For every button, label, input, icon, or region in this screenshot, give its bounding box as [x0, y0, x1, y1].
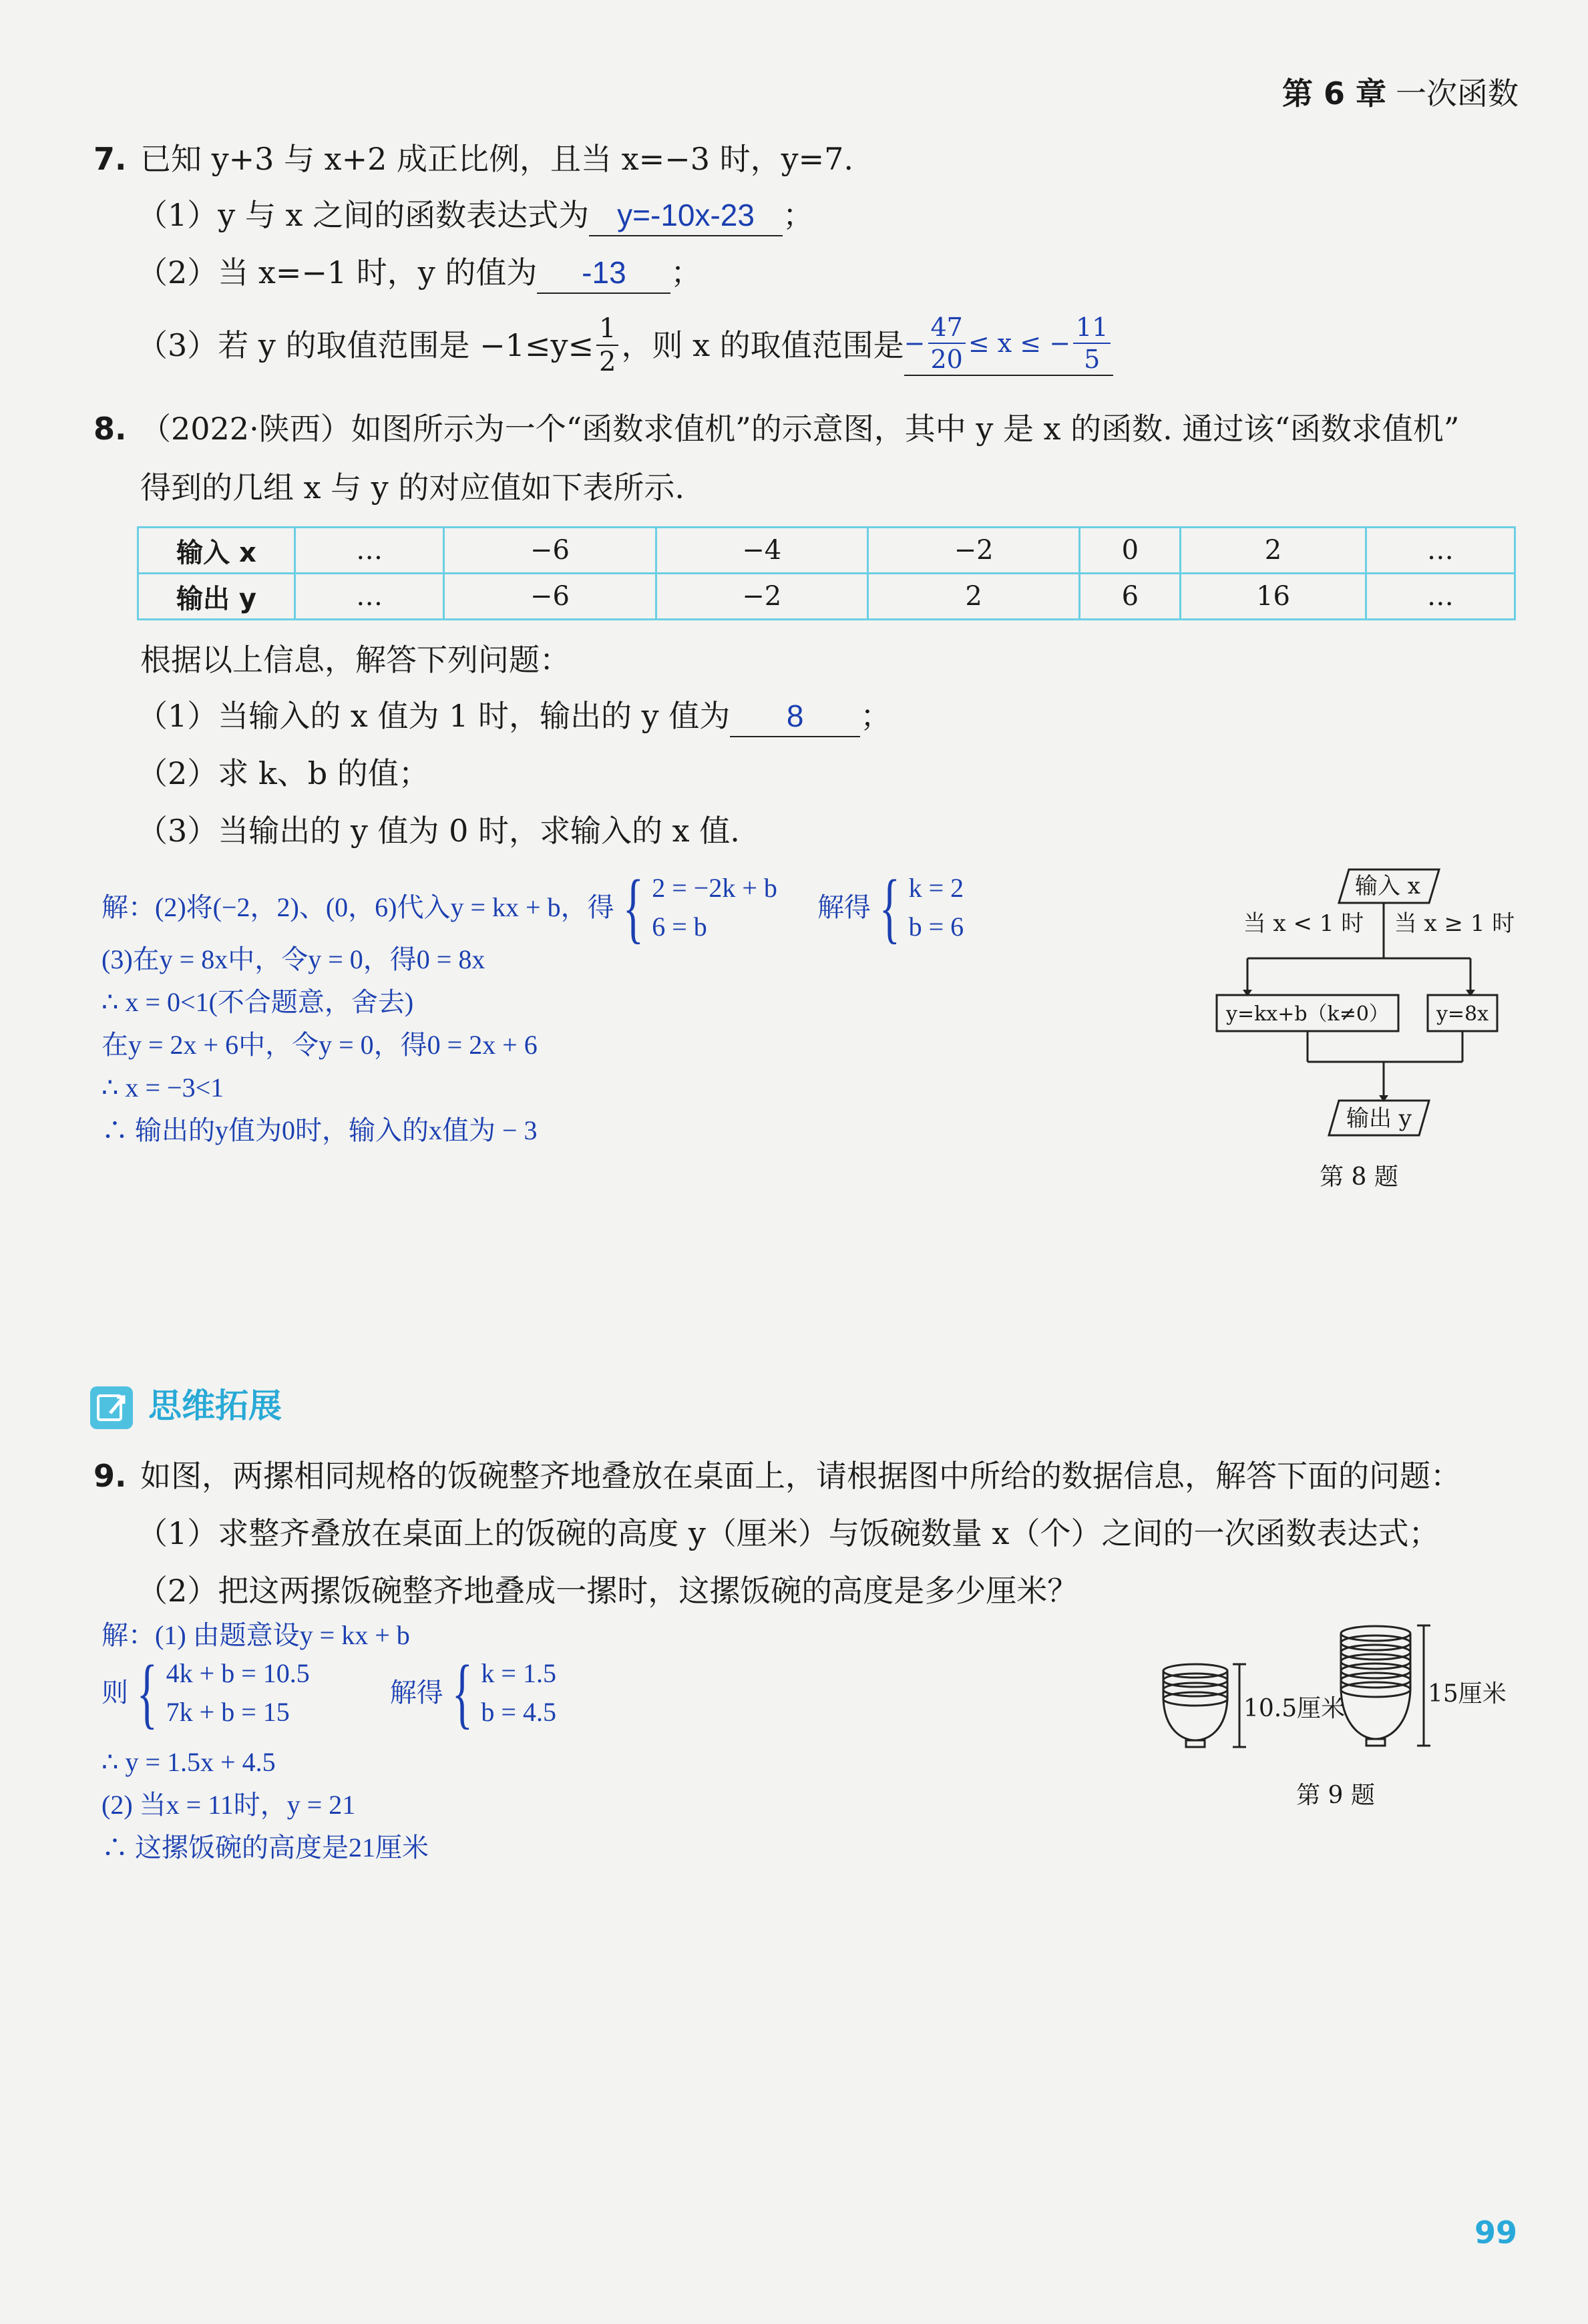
- expand-icon: [90, 1386, 133, 1429]
- q8-solution-line3: (3)在y = 8x中，令y = 0，得0 = 8x: [102, 944, 485, 974]
- table-header-input: 输入 x: [138, 528, 295, 574]
- q8-part1: [137, 696, 891, 737]
- q8-solution-line5: 在y = 2x + 6中，令y = 0，得0 = 2x + 6: [102, 1030, 538, 1060]
- q9-part2: （2）把这两摞饭碗整齐地叠成一摞时，这摞饭碗的高度是多少厘米？: [137, 1573, 1078, 1609]
- flow-formula-right: y=8x: [1436, 1002, 1489, 1026]
- bowl-rim: [1341, 1626, 1410, 1641]
- q8-part2: （2）求 k、b 的值；: [137, 755, 429, 791]
- q8-solution-line7: ∴ 输出的y值为0时，输入的x值为 − 3: [102, 1115, 538, 1145]
- q9-sys1-eq1: 4k + b = 10.5: [166, 1658, 310, 1688]
- q9-sys1-eq2: 7k + b = 15: [166, 1697, 290, 1727]
- table-cell: …: [295, 574, 444, 620]
- ans-minus: −: [904, 329, 926, 358]
- q9-sys1: [166, 1654, 310, 1732]
- q9-sys2-eq2: b = 4.5: [481, 1697, 556, 1727]
- table-cell: 0: [1080, 528, 1181, 574]
- table-cell: −6: [444, 574, 656, 620]
- q8-sys1-eq1: 2 = −2k + b: [652, 873, 777, 903]
- table-header-output: 输出 y: [138, 574, 295, 620]
- q9-part1: （1）求整齐叠放在桌面上的饭碗的高度 y（厘米）与饭碗数量 x（个）之间的一次函数表达式；: [137, 1515, 1440, 1551]
- q7-stem: 已知 y+3 与 x+2 成正比例，且当 x=−3 时，y=7.: [140, 141, 853, 177]
- q7-part1-answer: y=-10x-23: [589, 195, 783, 236]
- q9-bowls-figure: [1149, 1616, 1523, 1816]
- q8-stem-line1: （2022·陕西）如图所示为一个“函数求值机”的示意图，其中 y 是 x 的函数. 通过该“函数求值机”: [140, 411, 1460, 447]
- flow-cond-right: 当 x ≥ 1 时: [1394, 910, 1515, 937]
- q8-number: 8.: [93, 411, 127, 447]
- bowl-foot: [1366, 1739, 1385, 1746]
- q8-sys2: [909, 869, 964, 946]
- bowl-rim: [1163, 1692, 1227, 1706]
- q9-solution-line1: 解：(1) 由题意设y = kx + b: [102, 1620, 410, 1650]
- table-cell: −4: [656, 528, 867, 574]
- bowl-side: [1341, 1633, 1410, 1690]
- q8-solution-line1: [102, 863, 964, 951]
- ans-frac1-den: 20: [930, 345, 963, 374]
- q9-solve-label: 解得: [389, 1678, 443, 1708]
- q8-stem-line2: 得到的几组 x 与 y 的对应值如下表所示.: [140, 469, 685, 506]
- section-icon: [90, 1386, 133, 1429]
- q7-number: 7.: [93, 141, 127, 177]
- brace-icon: {: [622, 863, 644, 951]
- q9-then-label: 则: [102, 1678, 128, 1708]
- q8-intro: 根据以上信息，解答下列问题：: [140, 642, 570, 678]
- q7-part1-suffix: ；: [783, 197, 814, 233]
- q7-part3-mid: ，则 x 的取值范围是: [621, 327, 904, 363]
- table-cell: −2: [656, 574, 867, 620]
- q8-sol-text: 解：(2)将(−2，2)、(0，6)代入y = kx + b，得: [102, 892, 614, 922]
- flow-formula-left: y=kx+b（k≠0）: [1226, 1002, 1389, 1026]
- ans-frac2-den: 5: [1084, 345, 1101, 374]
- q7-part2-prefix: （2）当 x=−1 时，y 的值为: [137, 254, 538, 290]
- brace-icon: {: [136, 1649, 158, 1736]
- q9-solution-line5: ∴ 这摞饭碗的高度是21厘米: [102, 1832, 429, 1863]
- chapter-title: 一次函数: [1396, 75, 1519, 112]
- q8-part3: （3）当输出的 y 值为 0 时，求输入的 x 值.: [137, 813, 740, 849]
- brace-icon: {: [451, 1649, 473, 1736]
- section-title: 思维拓展: [148, 1386, 282, 1425]
- q8-part1-prefix: （1）当输入的 x 值为 1 时，输出的 y 值为: [137, 698, 731, 734]
- q9-solution-line2: [102, 1649, 556, 1736]
- table-cell: 2: [1181, 528, 1366, 574]
- q7-part3-fraction: [596, 315, 618, 375]
- ans-frac2: [1073, 315, 1111, 372]
- q7-part3: [137, 309, 1113, 382]
- ans-relation: ≤ x ≤ −: [968, 329, 1071, 358]
- q8-solution-line4: ∴ x = 0<1(不合题意，舍去): [102, 987, 414, 1017]
- table-row-output: [138, 574, 1515, 620]
- q8-value-table: [137, 526, 1516, 620]
- q8-figure-caption: 第 8 题: [1320, 1163, 1398, 1191]
- bowl-label-right: 15厘米: [1428, 1680, 1507, 1708]
- q7-part1: [137, 195, 813, 236]
- q8-sys1-eq2: 6 = b: [652, 912, 707, 942]
- q9-stem: 如图，两摞相同规格的饭碗整齐地叠放在桌面上，请根据图中所给的数据信息，解答下面的问题：: [140, 1458, 1461, 1494]
- flow-input-label: 输入 x: [1355, 873, 1420, 900]
- q7-part2-suffix: ；: [670, 254, 702, 290]
- table-cell: 6: [1080, 574, 1181, 620]
- q8-part1-suffix: ；: [860, 698, 891, 734]
- q8-part1-answer: 8: [730, 696, 860, 737]
- bowl-foot: [1186, 1740, 1205, 1747]
- q9-sys2: [481, 1654, 556, 1732]
- q7-part2: [137, 252, 701, 294]
- brace-icon: {: [879, 863, 900, 951]
- ans-frac1: [928, 315, 966, 372]
- q8-flowchart: [1202, 861, 1523, 1209]
- q9-figure-caption: 第 9 题: [1296, 1782, 1375, 1809]
- q8-sys2-eq2: b = 6: [908, 912, 964, 942]
- flow-cond-left: 当 x < 1 时: [1243, 910, 1364, 937]
- frac-den: 2: [599, 347, 616, 377]
- table-cell: …: [1366, 574, 1515, 620]
- q9-solution-line3: ∴ y = 1.5x + 4.5: [102, 1747, 276, 1777]
- table-row-input: [138, 528, 1515, 574]
- q7-part2-answer: -13: [537, 252, 670, 294]
- table-cell: 2: [867, 574, 1079, 620]
- page-number: 99: [1474, 2214, 1518, 2251]
- q7-part3-answer: [904, 315, 1114, 376]
- q7-part1-prefix: （1）y 与 x 之间的函数表达式为: [137, 197, 590, 233]
- chapter-number: 第 6 章: [1282, 75, 1387, 112]
- q8-solve-label: 解得: [817, 892, 871, 922]
- table-cell: …: [295, 528, 444, 574]
- q8-solution-line6: ∴ x = −3<1: [102, 1073, 224, 1103]
- bowl-label-left: 10.5厘米: [1243, 1695, 1346, 1722]
- table-cell: …: [1366, 528, 1515, 574]
- q9-sys2-eq1: k = 1.5: [481, 1658, 556, 1688]
- flow-output-label: 输出 y: [1346, 1105, 1412, 1132]
- table-cell: −2: [867, 528, 1079, 574]
- q8-sys2-eq1: k = 2: [908, 873, 964, 903]
- q7-part3-prefix: （3）若 y 的取值范围是 −1≤y≤: [137, 327, 594, 363]
- q8-sys1: [652, 869, 777, 946]
- ans-frac2-num: 11: [1073, 315, 1111, 344]
- q9-solution-line4: (2) 当x = 11时，y = 21: [102, 1790, 356, 1820]
- table-cell: 16: [1181, 574, 1366, 620]
- q9-number: 9.: [93, 1458, 127, 1494]
- table-cell: −6: [444, 528, 656, 574]
- ans-frac1-num: 47: [928, 315, 966, 344]
- frac-num: 1: [596, 315, 618, 346]
